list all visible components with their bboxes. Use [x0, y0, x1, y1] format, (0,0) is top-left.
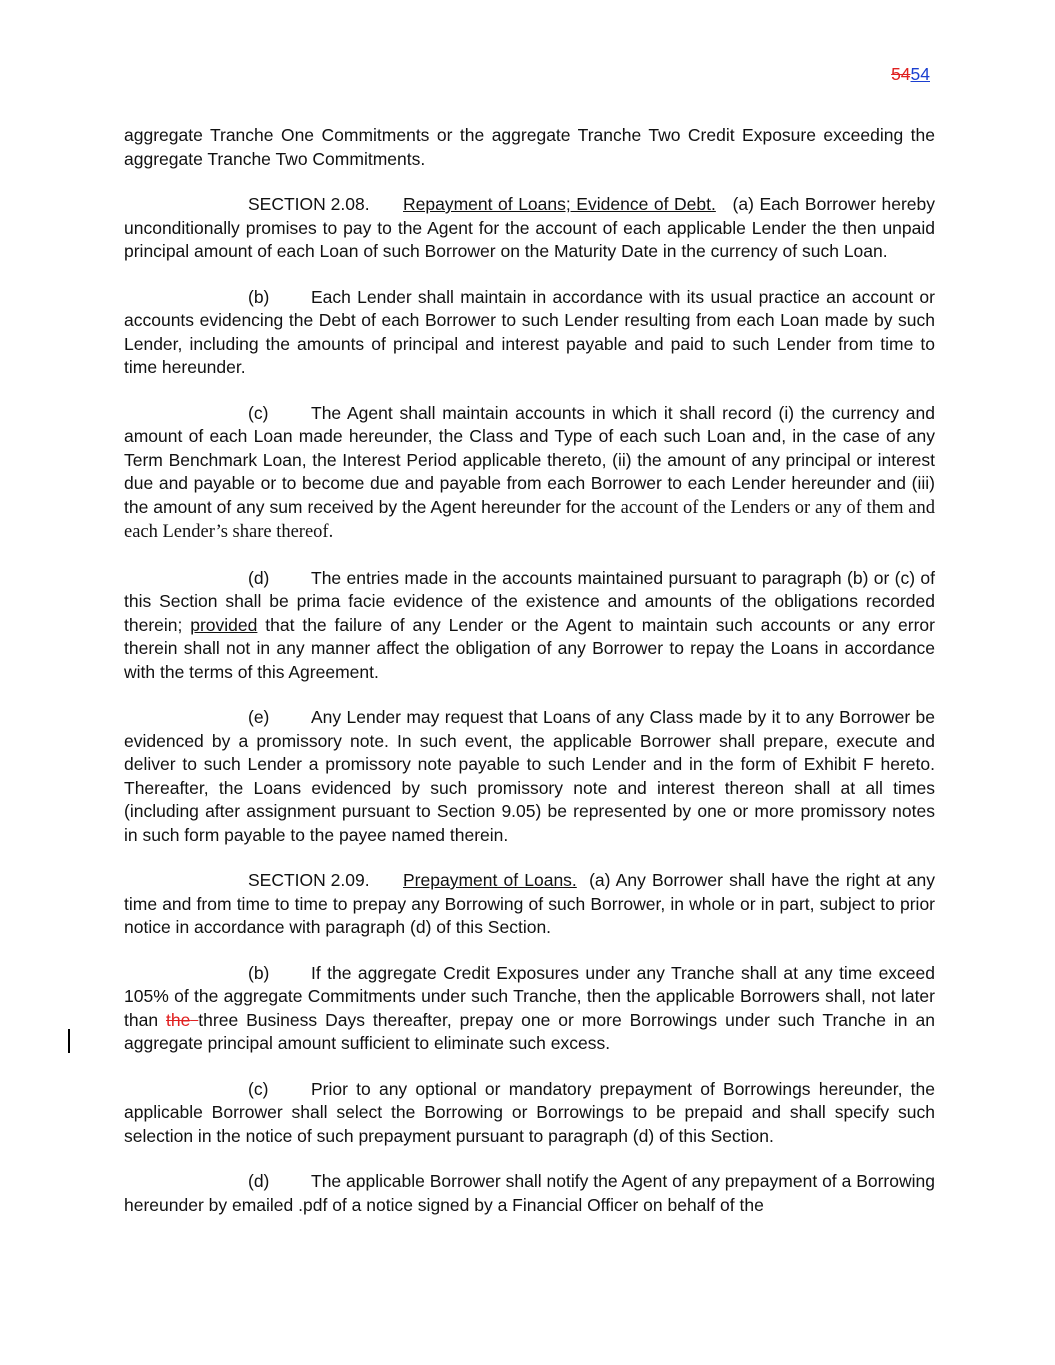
deleted-text: the — [166, 1009, 191, 1030]
paragraph-label: (d) — [248, 1171, 270, 1191]
paragraph-text: three Business Days thereafter, prepay one or more Borrowings under such Tranche in an aggregate principal amount sufficient to eliminate such excess. — [124, 1009, 935, 1053]
paragraph-label: (e) — [248, 707, 270, 727]
section-2-09-paragraph-a — [124, 869, 935, 940]
section-2-09-paragraph-d — [124, 1170, 935, 1217]
section-2-08-number: SECTION 2.08. — [248, 194, 370, 214]
revision-change-bar — [68, 1029, 70, 1053]
section-2-09-a-text: (a) Any Borrower shall have the right at any time and from time to time to prepay any Borrowing of such Borrower, in whole or in part, subject to prior notice in accordance with paragraph (d) of this Section. — [124, 870, 935, 937]
paragraph-text: If the aggregate Credit Exposures under any Tranche shall at any time exceed 105% of the aggregate Commitments under such Tranche, then the applicable Borrowers shall, not later than — [124, 962, 935, 1030]
section-2-08-paragraph-c — [124, 402, 935, 545]
paragraph-text: Each Lender shall maintain in accordance with its usual practice an account or accounts evidencing the Debt of each Borrower to such Lender resulting from each Loan made by such Lender, including the amounts of principal and interest payable and paid to such Lender from time to time hereunder. — [124, 286, 935, 377]
section-2-09-title: Prepayment of Loans. — [403, 870, 577, 890]
paragraph-label: (b) — [248, 962, 270, 983]
document-body — [124, 124, 935, 1239]
page-number — [891, 64, 930, 84]
section-2-09-number: SECTION 2.09. — [248, 870, 370, 890]
section-2-08-a-text: (a) Each Borrower hereby unconditionally promises to pay to the Agent for the account of each applicable Lender the then unpaid principal amount of each Loan of such Borrower on the Maturity Date in the currency of such Loan. — [124, 194, 935, 261]
section-2-08-paragraph-a — [124, 193, 935, 264]
provided-term: provided — [190, 614, 258, 635]
section-2-09-paragraph-c — [124, 1078, 935, 1149]
paragraph-text: Prior to any optional or mandatory prepayment of Borrowings hereunder, the applicable Borrower shall select the Borrowing or Borrowings to be prepaid and shall specify such selection in the notice of such prepayment pursuant to paragraph (d) of this Section. — [124, 1078, 935, 1146]
paragraph-text: Any Lender may request that Loans of any Class made by it to any Borrower be evidenced by a promissory note. In such event, the applicable Borrower shall prepare, execute and deliver to such Lender a promissory note payable to such Lender and in the form of Exhibit F hereto. Thereafter, the Loans evidenced by such promissory note and interest thereon shall at all times (including after assignment pursuant to Section 9.05) be represented by one or more promissory notes in such form payable to the payee named therein. — [124, 707, 935, 845]
section-2-08-paragraph-d — [124, 567, 935, 685]
section-2-08-paragraph-e — [124, 706, 935, 847]
paragraph-text: The Agent shall maintain accounts in which it shall record (i) the currency and amount of each Loan made hereunder, the Class and Type of each such Loan and, in the case of any Term Benchmark Loan, the Interest Period applicable thereto, (ii) the amount of any principal or interest due and payable or to become due and payable from each Borrower to each Lender hereunder and (iii) the amount of any sum received by the Agent hereunder for the — [124, 402, 935, 517]
paragraph-label: (c) — [248, 402, 269, 423]
paragraph-text-serif-tail: account of the Lenders or any of them and each Lender’s share thereof. — [124, 497, 936, 542]
paragraph-continuation: aggregate Tranche One Commitments or the aggregate Tranche Two Credit Exposure exceeding the aggregate Tranche Two Commitments. — [124, 125, 935, 169]
paragraph-label: (d) — [248, 567, 270, 588]
section-2-08-paragraph-b — [124, 286, 935, 380]
page-number-deleted: 54 — [891, 64, 911, 84]
page-number-inserted: 54 — [910, 64, 930, 84]
section-2-08-title: Repayment of Loans; Evidence of Debt. — [403, 194, 716, 214]
paragraph-text: that the failure of any Lender or the Agent to maintain such accounts or any error therein shall not in any manner affect the obligation of any Borrower to repay the Loans in accordance with the terms of this Agreement. — [124, 614, 935, 682]
paragraph-text: The entries made in the accounts maintained pursuant to paragraph (b) or (c) of this Section shall be prima facie evidence of the existence and amounts of the obligations recorded therein; — [124, 567, 935, 635]
paragraph-label: (b) — [248, 286, 270, 307]
paragraph-label: (c) — [248, 1078, 269, 1099]
paragraph-text: The applicable Borrower shall notify the Agent of any prepayment of a Borrowing hereunder by emailed .pdf of a notice signed by a Financial Officer on behalf of the — [124, 1171, 935, 1215]
section-2-09-paragraph-b — [124, 962, 935, 1056]
